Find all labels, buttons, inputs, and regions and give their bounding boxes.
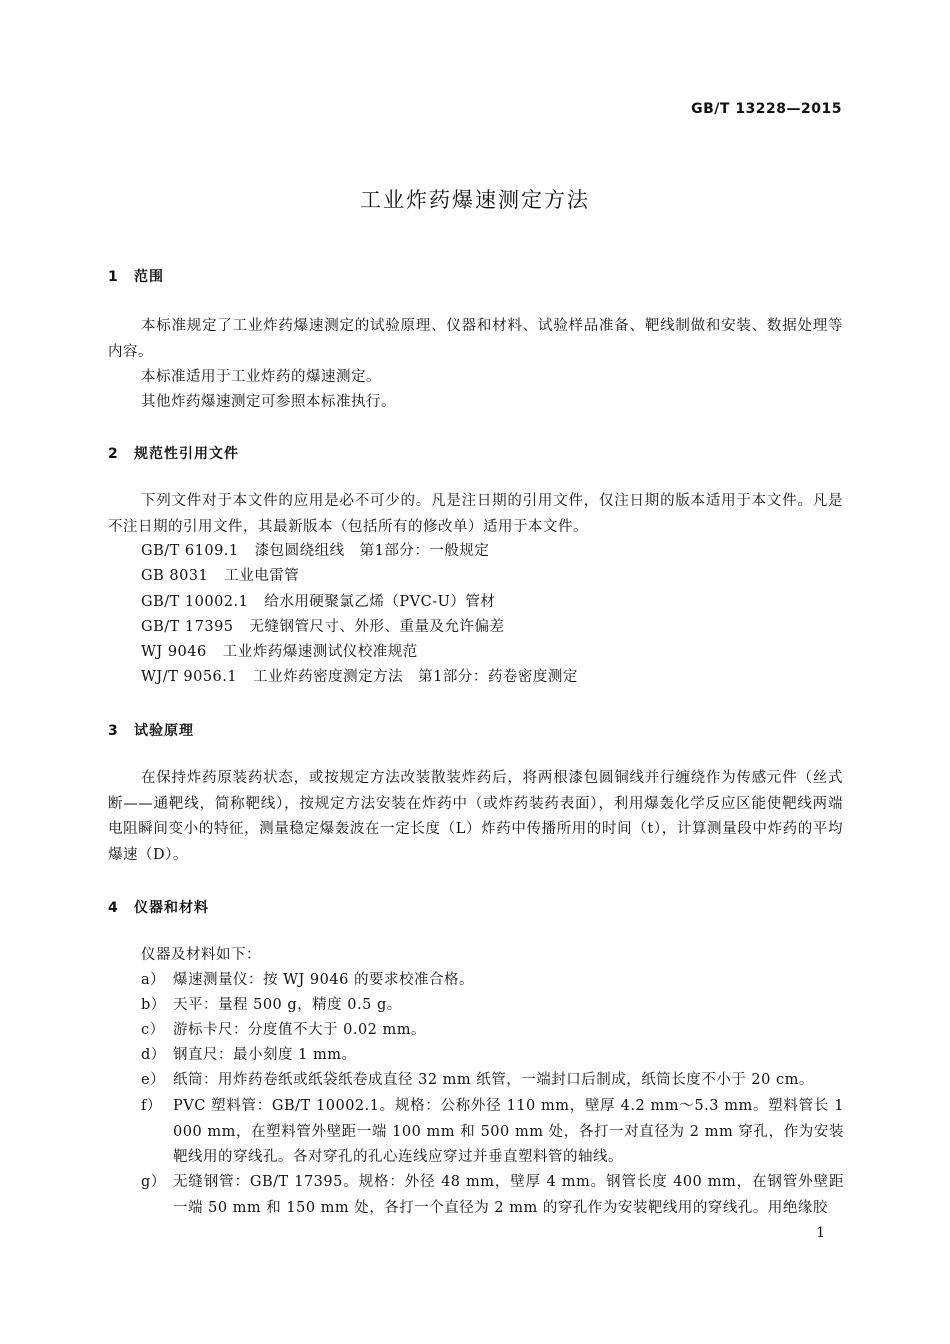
list-text: PVC 塑料管：GB/T 10002.1。规格：公称外径 110 mm，壁厚 4.2 mm～5.3 mm。塑料管长 1 000 mm，在塑料管外壁距一端 100 mm 和 500 mm 处，各打一对直径为 2 mm 穿孔，作为安装靶线用的穿线孔。各对穿孔的孔心连线应穿过并垂直塑料管的轴线。 bbox=[173, 1098, 844, 1165]
paragraph: 下列文件对于本文件的应用是必不可少的。凡是注日期的引用文件，仅注日期的版本适用于本文件。凡是不注日期的引用文件，其最新版本（包括所有的修改单）适用于本文件。 bbox=[108, 493, 843, 535]
list-item bbox=[141, 1094, 844, 1171]
list-intro: 仪器及材料如下： bbox=[141, 947, 261, 963]
reference-item bbox=[141, 615, 846, 641]
section-title: 试验原理 bbox=[134, 723, 194, 739]
list-item bbox=[141, 993, 844, 1019]
reference-code: GB/T 17395 bbox=[141, 619, 234, 635]
section-title: 仪器和材料 bbox=[134, 900, 209, 916]
paragraph: 其他炸药爆速测定可参照本标准执行。 bbox=[141, 394, 396, 410]
list-text: 天平：量程 500 g，精度 0.5 g。 bbox=[173, 997, 402, 1013]
standard-number: GB/T 13228—2015 bbox=[691, 101, 842, 117]
list-item bbox=[141, 968, 844, 994]
reference-item bbox=[141, 590, 846, 616]
list-marker: f） bbox=[141, 1098, 162, 1114]
section-title: 范围 bbox=[134, 269, 164, 285]
reference-title: 工业电雷管 bbox=[224, 568, 300, 584]
list-marker: d） bbox=[141, 1047, 166, 1063]
section-heading-2 bbox=[108, 443, 239, 463]
section-title: 规范性引用文件 bbox=[134, 446, 239, 462]
section-heading-1 bbox=[108, 266, 164, 286]
reference-item bbox=[141, 539, 846, 565]
reference-title: 工业炸药密度测定方法 第1部分：药卷密度测定 bbox=[253, 669, 578, 685]
section-number: 1 bbox=[108, 269, 119, 285]
list-marker: c） bbox=[141, 1022, 165, 1038]
reference-item bbox=[141, 564, 846, 590]
list-item bbox=[141, 1043, 844, 1069]
reference-title: 工业炸药爆速测试仪校准规范 bbox=[222, 644, 418, 660]
reference-code: GB 8031 bbox=[141, 568, 209, 584]
paragraph: 在保持炸药原装药状态，或按规定方法改装散装炸药后，将两根漆包圆铜线并行缠绕作为传感元件（丝式断——通靶线，简称靶线），按规定方法安装在炸药中（或炸药装药表面），利用爆轰化学反应区能使靶线两端电阻瞬间变小的特征，测量稳定爆轰波在一定长度（L）炸药中传播所用的时间（t），计算测量段中炸药的平均爆速（D）。 bbox=[108, 770, 843, 863]
paragraph: 本标准适用于工业炸药的爆速测定。 bbox=[141, 369, 381, 385]
list-text: 纸筒：用炸药卷纸或纸袋纸卷成直径 32 mm 纸管，一端封口后制成，纸筒长度不小于 20 cm。 bbox=[173, 1072, 814, 1088]
section-number: 2 bbox=[108, 446, 119, 462]
list-text: 游标卡尺：分度值不大于 0.02 mm。 bbox=[173, 1022, 427, 1038]
reference-title: 漆包圆绕组线 第1部分：一般规定 bbox=[254, 543, 490, 559]
list-text: 爆速测量仪：按 WJ 9046 的要求校准合格。 bbox=[173, 972, 474, 988]
page-number: 1 bbox=[816, 1225, 825, 1241]
paragraph: 本标准规定了工业炸药爆速测定的试验原理、仪器和材料、试验样品准备、靶线制做和安装、数据处理等内容。 bbox=[108, 318, 843, 360]
section-heading-3 bbox=[108, 720, 194, 740]
reference-code: GB/T 6109.1 bbox=[141, 543, 239, 559]
list-marker: e） bbox=[141, 1072, 166, 1088]
reference-code: WJ 9046 bbox=[141, 644, 207, 660]
reference-item bbox=[141, 665, 846, 691]
reference-item bbox=[141, 640, 846, 666]
reference-title: 给水用硬聚氯乙烯（PVC-U）管材 bbox=[264, 594, 496, 610]
list-marker: a） bbox=[141, 972, 166, 988]
list-text: 钢直尺：最小刻度 1 mm。 bbox=[173, 1047, 357, 1063]
document-title: 工业炸药爆速测定方法 bbox=[360, 188, 590, 212]
list-text: 无缝钢管：GB/T 17395。规格：外径 48 mm，壁厚 4 mm。钢管长度 400 mm，在钢管外壁距一端 50 mm 和 150 mm 处，各打一个直径为 2 mm 的穿孔作为安装靶线用的穿线孔。用绝缘胶 bbox=[173, 1174, 844, 1216]
reference-code: WJ/T 9056.1 bbox=[141, 669, 238, 685]
list-item bbox=[141, 1170, 844, 1221]
reference-code: GB/T 10002.1 bbox=[141, 594, 249, 610]
list-item bbox=[141, 1018, 844, 1044]
list-item bbox=[141, 1068, 844, 1094]
list-marker: b） bbox=[141, 997, 166, 1013]
reference-title: 无缝钢管尺寸、外形、重量及允许偏差 bbox=[249, 619, 505, 635]
list-marker: g） bbox=[141, 1174, 166, 1190]
section-heading-4 bbox=[108, 897, 209, 917]
section-number: 3 bbox=[108, 723, 119, 739]
section-number: 4 bbox=[108, 900, 119, 916]
